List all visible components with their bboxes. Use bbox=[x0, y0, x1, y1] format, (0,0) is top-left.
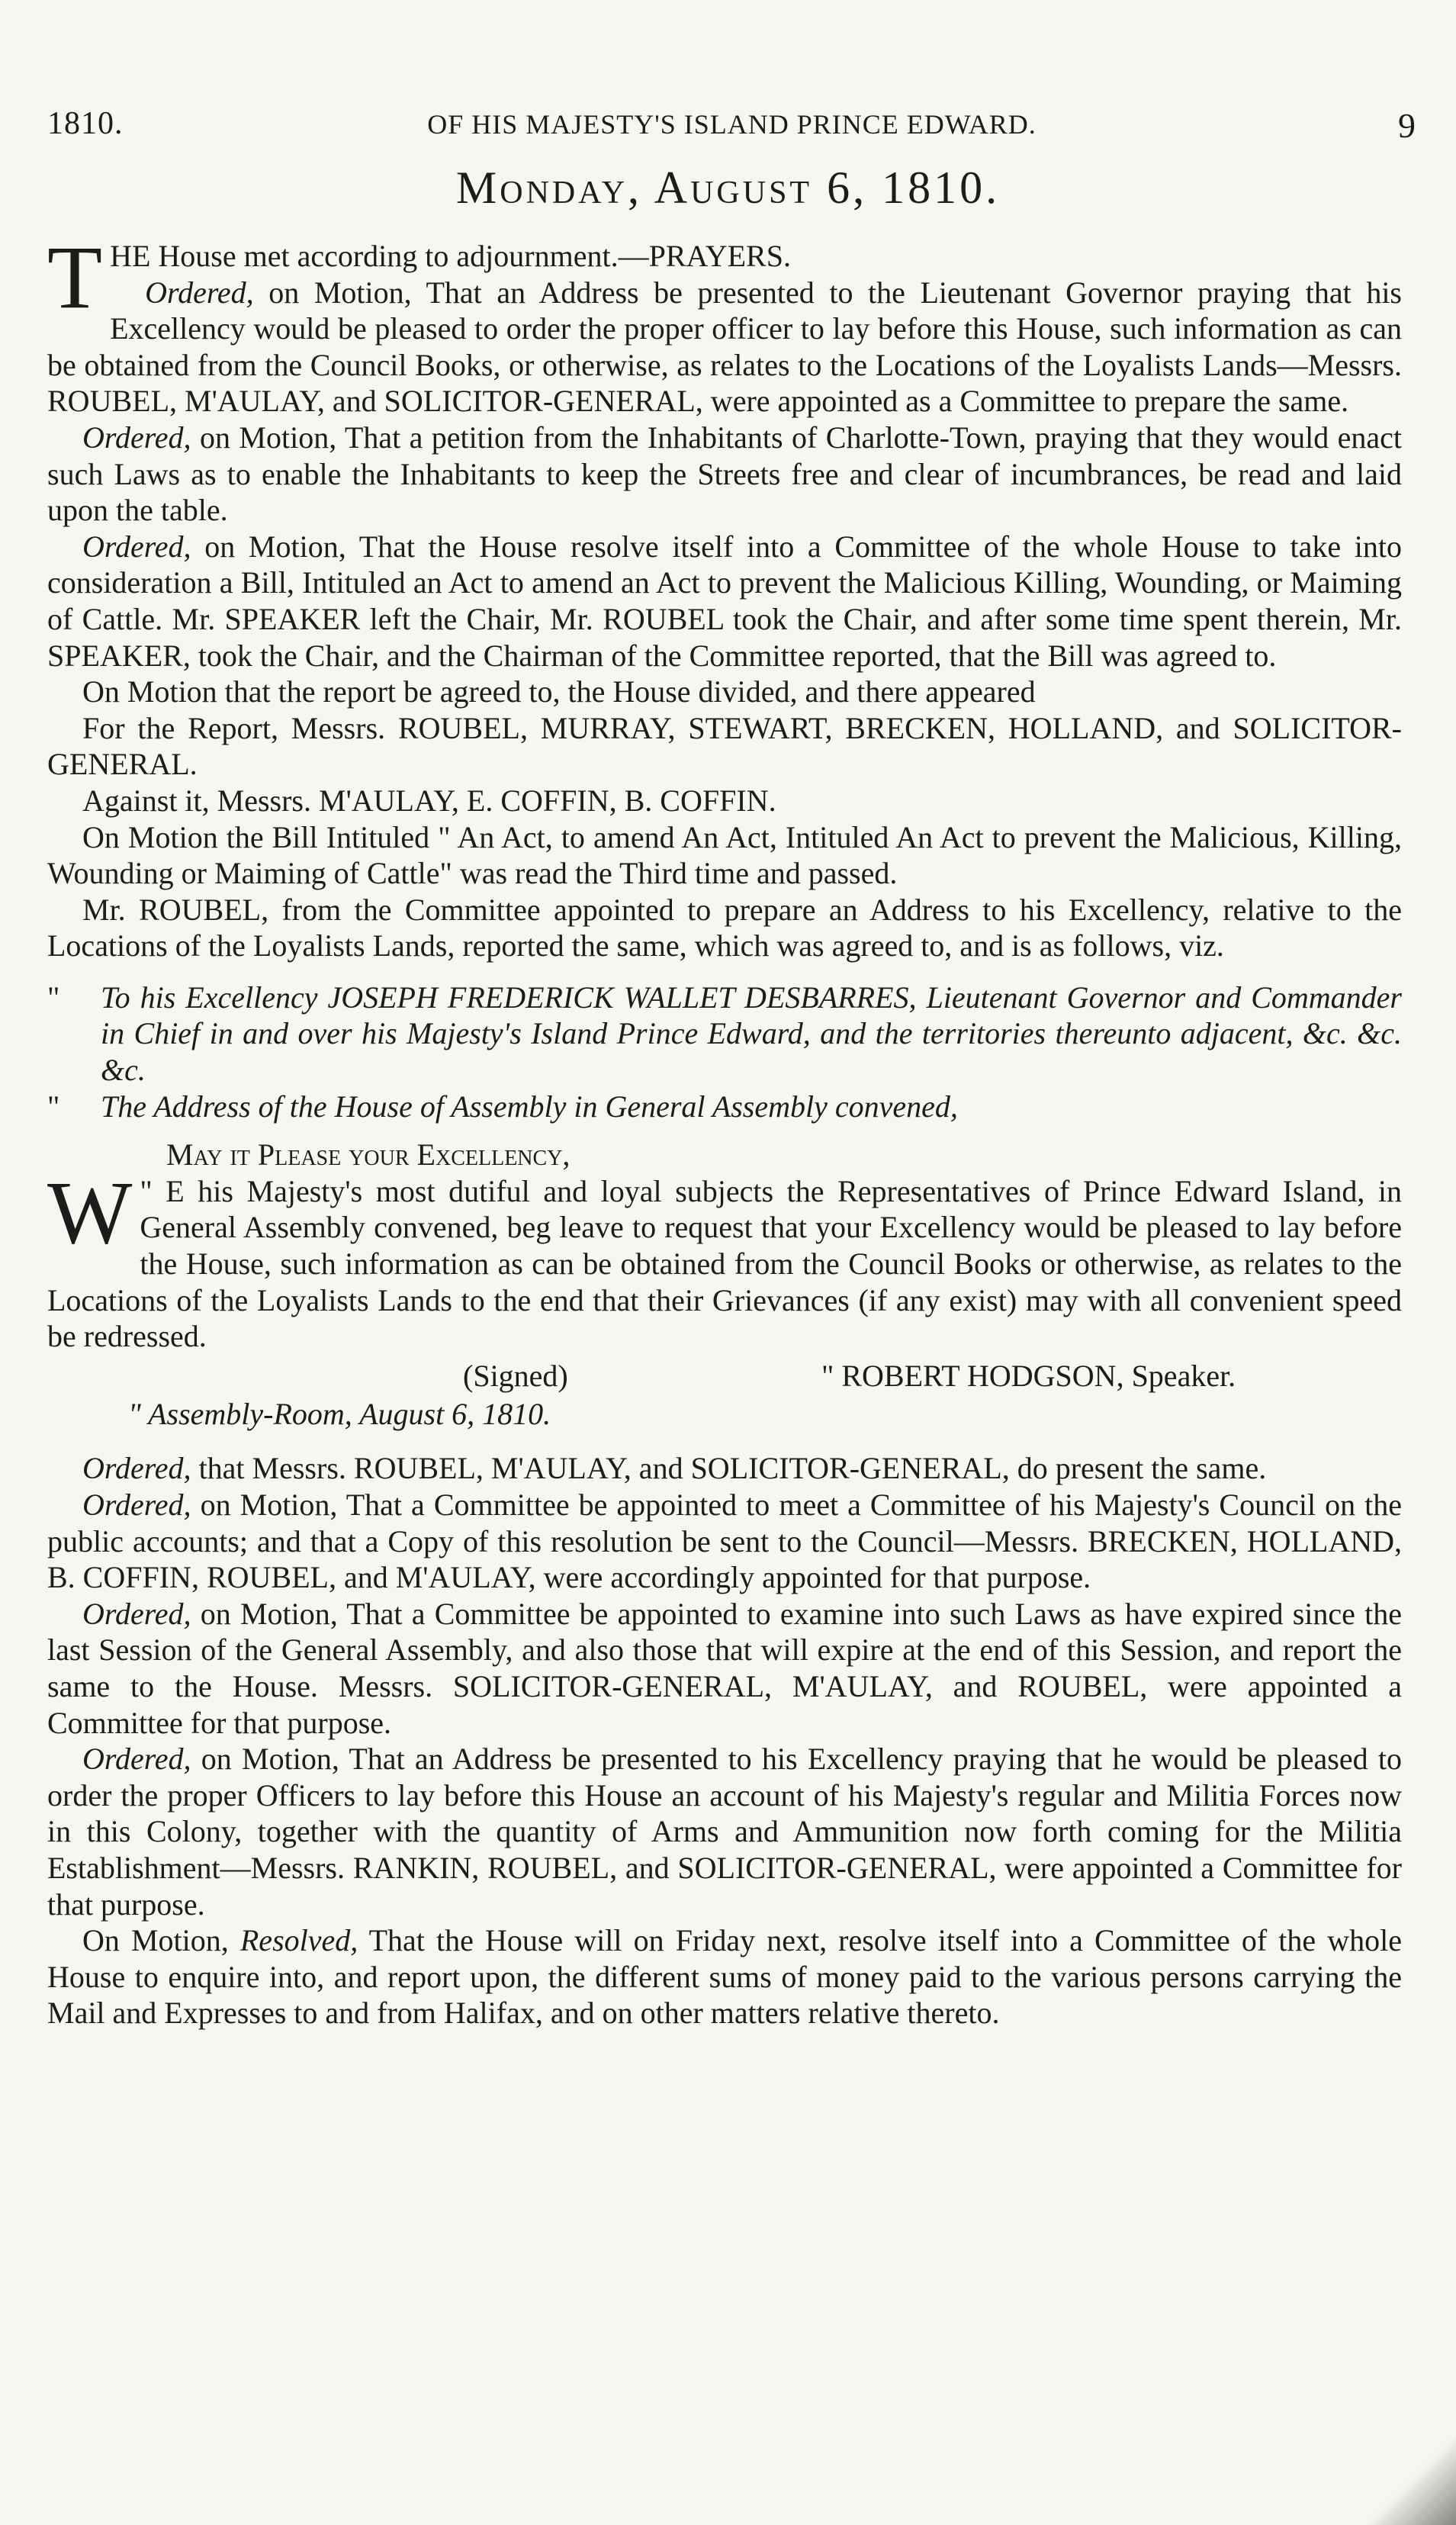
ordered-label: Ordered, bbox=[82, 1596, 191, 1631]
paragraph-militia bbox=[47, 1741, 1402, 1922]
page-number: 9 bbox=[1398, 106, 1416, 145]
paragraph-order-petition bbox=[47, 420, 1402, 529]
paragraph-text: that Messrs. ROUBEL, M'AULAY, and SOLICITOR-GENERAL, do present the same. bbox=[191, 1451, 1267, 1486]
address-from-text: The Address of the House of Assembly in General Assembly convened, bbox=[101, 1089, 958, 1124]
paragraph-order-address bbox=[47, 275, 1402, 420]
paragraph-text: On Motion, bbox=[82, 1923, 240, 1958]
quote-mark: " bbox=[47, 1089, 60, 1124]
paragraph-order-committee bbox=[47, 529, 1402, 674]
address-body bbox=[47, 1162, 1403, 1355]
drop-cap: T bbox=[47, 227, 103, 327]
paragraph-public-accounts bbox=[47, 1487, 1402, 1596]
paragraph-against: Against it, Messrs. M'AULAY, E. COFFIN, B. COFFIN. bbox=[82, 783, 776, 818]
place-date: " Assembly-Room, August 6, 1810. bbox=[128, 1396, 551, 1431]
resolved-label: Resolved, bbox=[239, 1923, 358, 1958]
signed-label: (Signed) bbox=[463, 1358, 568, 1393]
ordered-label: Ordered, bbox=[82, 420, 191, 455]
paragraph-text: on Motion, That a petition from the Inhabitants of Charlotte-Town, praying that they would enact such Laws as to enable the Inhabitants to keep the Streets free and clear of incumbrances, be read and laid upon the table. bbox=[47, 420, 1402, 528]
paragraph-text: on Motion, That a Committee be appointed to meet a Committee of his Majesty's Council on the public accounts; and that a Copy of this resolution be sent to the Council—Messrs. BRECKEN, HOLLAND, B. COFFIN, ROUBEL, and M'AULAY, were accordingly appointed for that purpose. bbox=[47, 1488, 1402, 1595]
proceedings-body bbox=[47, 227, 1403, 2031]
date-heading: Monday, August 6, 1810. bbox=[455, 162, 1001, 213]
address-block bbox=[47, 979, 1402, 1433]
paragraph-text: on Motion, That a Committee be appointed to examine into such Laws as have expired since the last Session of the General Assembly, and also those that will expire at the end of this Session, and report the same to the House. Messrs. SOLICITOR-GENERAL, M'AULAY, and ROUBEL, were appointed a Committee for that purpose. bbox=[47, 1596, 1402, 1740]
paragraph-third-reading: On Motion the Bill Intituled " An Act, to amend An Act, Intituled An Act to prevent the Malicious, Killing, Wounding or Maiming of Cattle" was read the Third time and passed. bbox=[47, 819, 1402, 891]
running-title: OF HIS MAJESTY'S ISLAND PRINCE EDWARD. bbox=[427, 109, 1037, 140]
ordered-label: Ordered, bbox=[82, 1742, 191, 1777]
paragraph-division: On Motion that the report be agreed to, the House divided, and there appeared bbox=[82, 674, 1036, 709]
address-from-line bbox=[47, 1089, 1402, 1125]
address-to-text: To his Excellency JOSEPH FREDERICK WALLET DESBARRES, Lieutenant Governor and Commander in Chief in and over his Majesty's Island Prince Edward, and the territories thereunto adjacent, &c. &c. &c. bbox=[101, 979, 1402, 1088]
signature-name: " ROBERT HODGSON, Speaker. bbox=[821, 1358, 1236, 1393]
address-body-text: E his Majesty's most dutiful and loyal subjects the Representatives of Prince Edward Island, in General Assembly convened, beg leave to request that your Excellency would be pleased to lay before the House, such information as can be obtained from the Council Books or otherwise, as relates to the Locations of the Loyalists Lands to the end that their Grievances (if any exist) may with all convenient speed be redressed. bbox=[47, 1173, 1403, 1354]
paragraph-text: on Motion, That the House resolve itself into a Committee of the whole House to take into consideration a Bill, Intituled an Act to amend an Act to prevent the Malicious Killing, Wounding, or Maiming of Cattle. Mr. SPEAKER left the Chair, Mr. ROUBEL took the Chair, and after some time spent therein, Mr. SPEAKER, took the Chair, and the Chairman of the Committee reported, that the Bill was agreed to. bbox=[47, 529, 1402, 673]
paragraph-text: on Motion, That an Address be presented to the Lieutenant Governor praying that his Excellency would be pleased to order the proper officer to lay before this House, such information as can be obtained from the Council Books, or otherwise, as relates to the Locations of the Loyalists Lands—Messrs. ROUBEL, M'AULAY, and SOLICITOR-GENERAL, were appointed as a Committee to prepare the same. bbox=[47, 275, 1402, 419]
ordered-label: Ordered, bbox=[82, 1488, 191, 1522]
salutation: May it Please your Excellency, bbox=[166, 1137, 571, 1172]
paragraph-for-report: For the Report, Messrs. ROUBEL, MURRAY, STEWART, BRECKEN, HOLLAND, and SOLICITOR-GENERAL. bbox=[47, 710, 1402, 782]
address-to-line bbox=[47, 979, 1402, 1089]
signature-row bbox=[47, 1358, 1402, 1396]
paragraph-report: Mr. ROUBEL, from the Committee appointed to prepare an Address to his Excellency, relative to the Locations of the Loyalists Lands, reported the same, which was agreed to, and is as follows, viz. bbox=[47, 892, 1402, 963]
ordered-label: Ordered, bbox=[82, 1451, 191, 1486]
paragraph-present bbox=[47, 1450, 1402, 1487]
paragraph-text: That the House will on Friday next, resolve itself into a Committee of the whole House to enquire into, and report upon, the different sums of money paid to the various persons carrying the Mail and Expresses to and from Halifax, and on other matters relative thereto. bbox=[47, 1923, 1402, 2031]
page-curl-shadow bbox=[1364, 2433, 1456, 2525]
quote-mark: " bbox=[47, 979, 60, 1015]
ordered-label: Ordered, bbox=[82, 529, 191, 564]
header-year: 1810. bbox=[47, 106, 124, 141]
quote-mark: " bbox=[140, 1173, 153, 1208]
ordered-label: Ordered, bbox=[145, 275, 254, 310]
paragraph-expired-laws bbox=[47, 1596, 1402, 1741]
drop-cap: W bbox=[47, 1162, 133, 1262]
running-head bbox=[47, 105, 1416, 151]
paragraph-text: on Motion, That an Address be presented to his Excellency praying that he would be pleased to order the proper Officers to lay before this House an account of his Majesty's regular and Militia Forces now in this Colony, together with the quantity of Arms and Ammunition now forth coming for the Militia Establishment—Messrs. RANKIN, ROUBEL, and SOLICITOR-GENERAL, were appointed a Committee for that purpose. bbox=[47, 1742, 1402, 1922]
paragraph-resolved bbox=[47, 1922, 1402, 2031]
paragraph-text: HE House met according to adjournment.—PRAYERS. bbox=[110, 239, 791, 273]
